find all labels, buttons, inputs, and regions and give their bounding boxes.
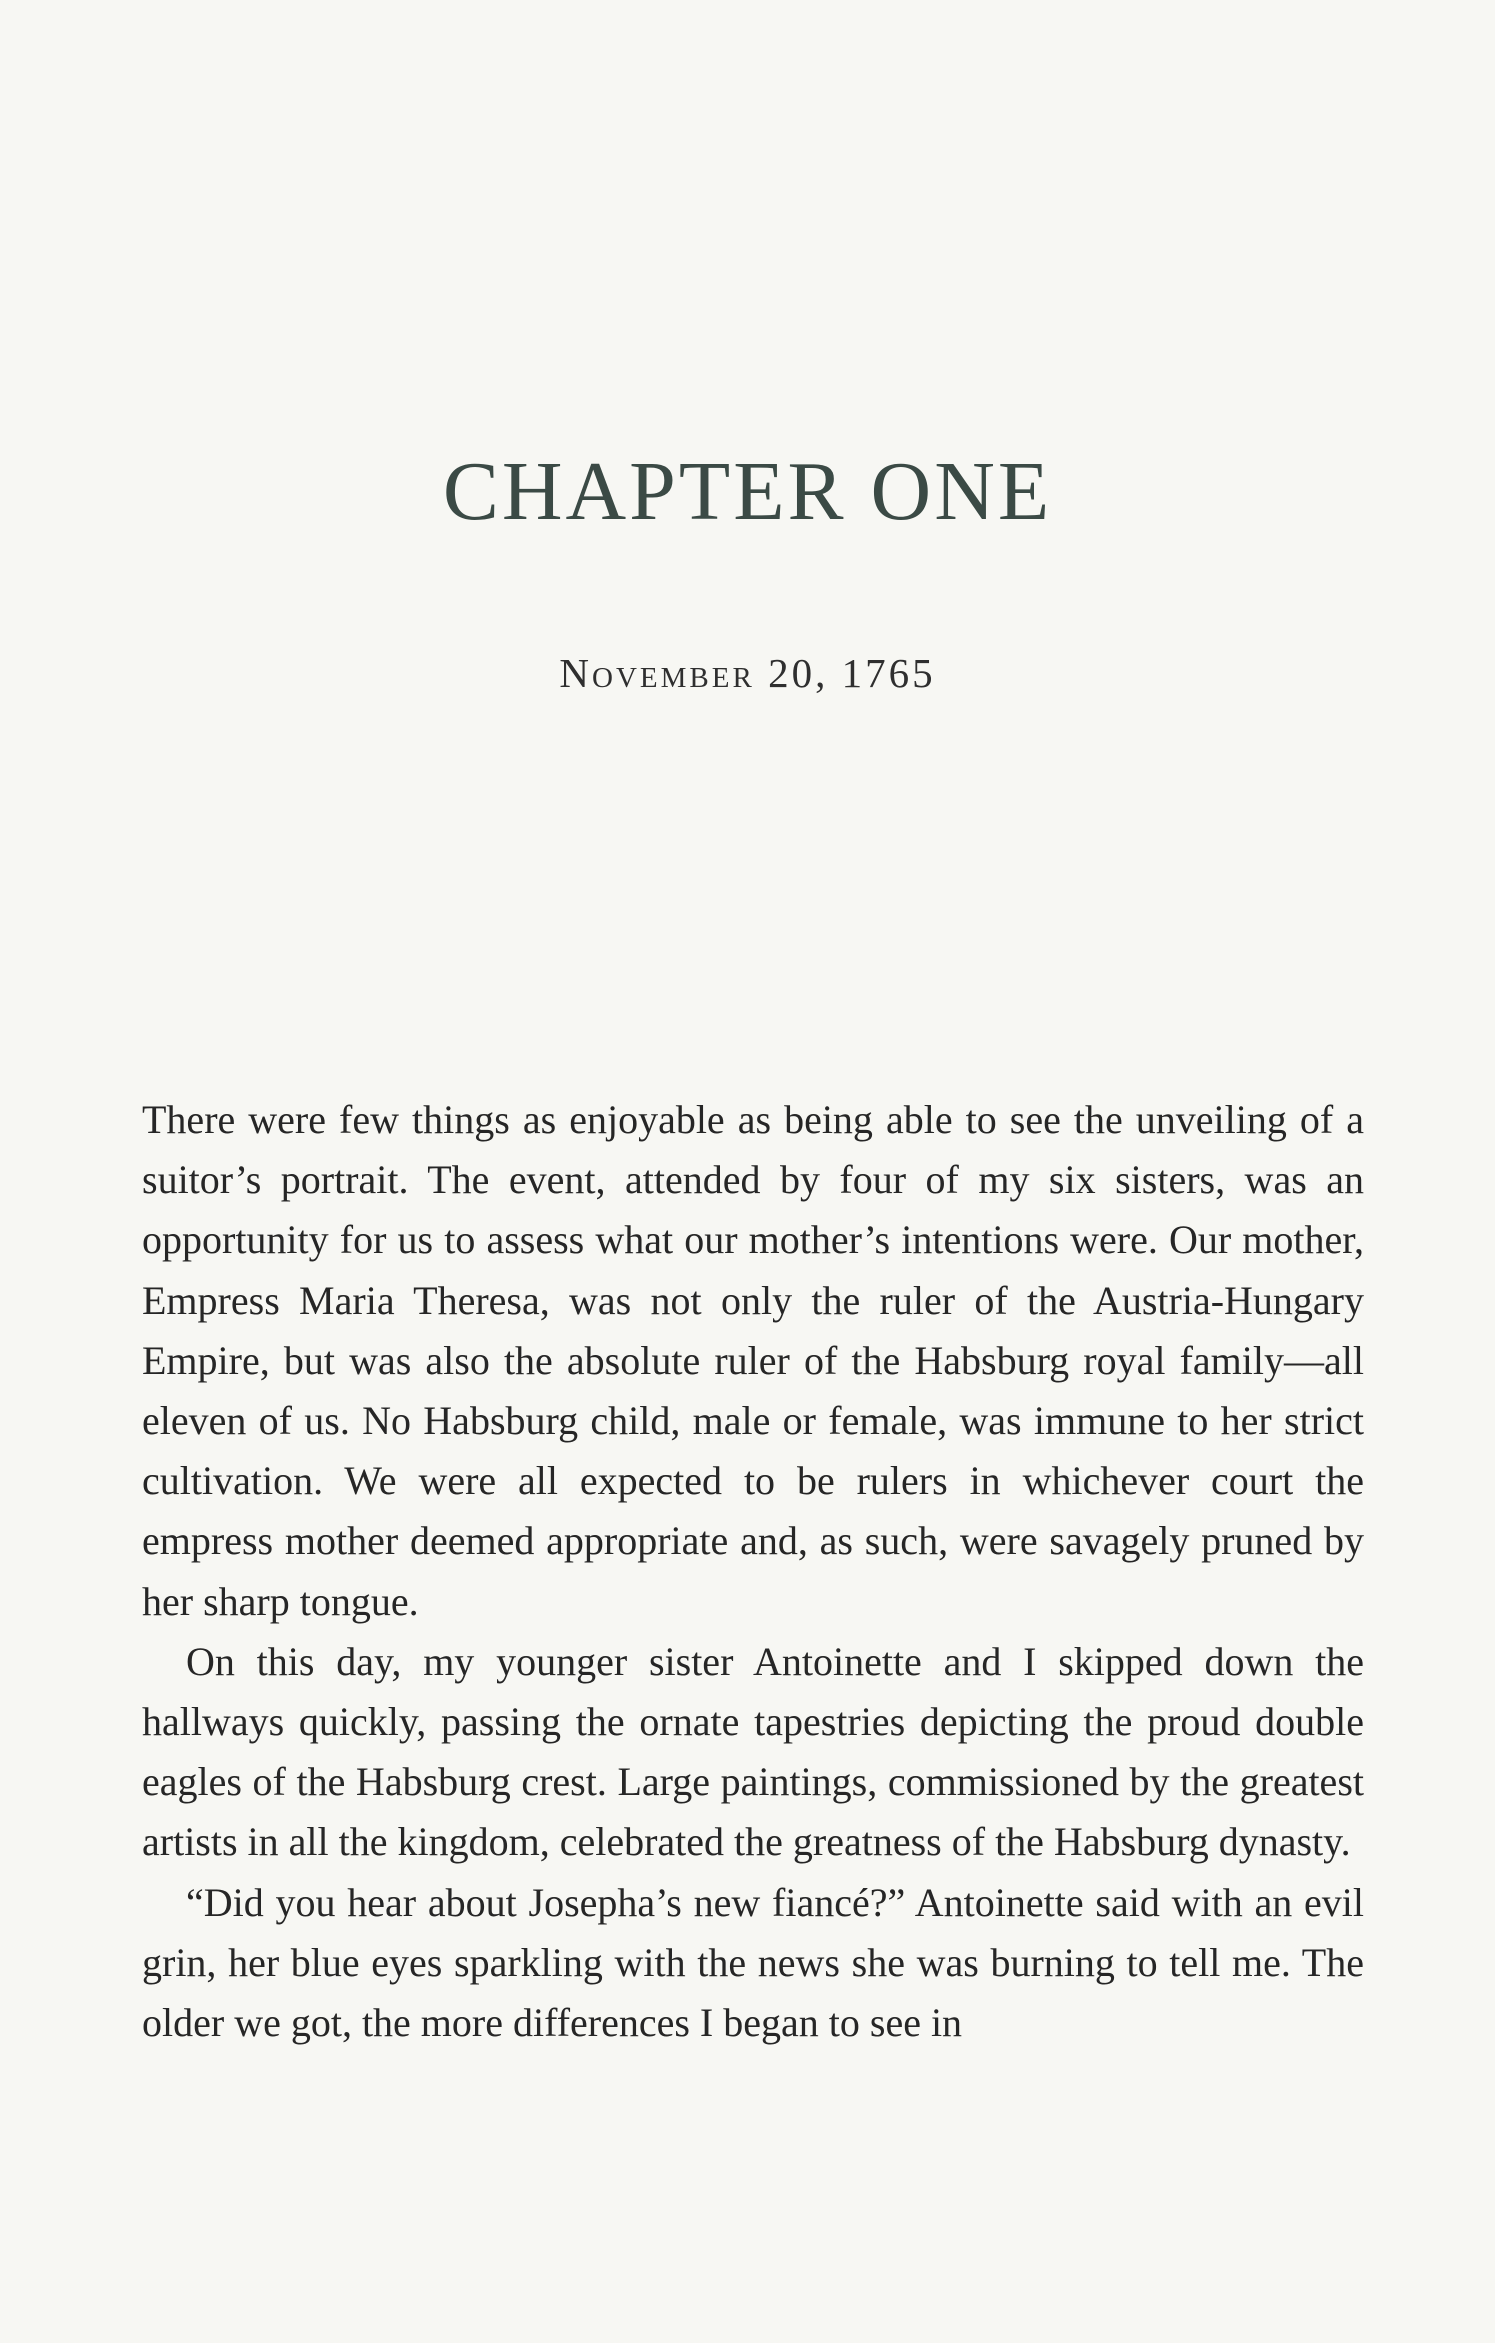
paragraph: “Did you hear about Josepha’s new fiancé?” Antoinette said with an evil grin, her blue eyes sparkling with the news she was burning to tell me. The older we got, the more differences I began to see in <box>142 1879 1364 2046</box>
paragraph: On this day, my younger sister Antoinette and I skipped down the hallways quickly, passing the ornate tapestries depicting the proud double eagles of the Habsburg crest. Large paintings, commissioned by the greatest artists in all the kingdom, celebrated the greatness of the Habsburg dynasty. <box>142 1638 1364 1865</box>
chapter-date: November 20, 1765 <box>559 650 936 696</box>
chapter-title: CHAPTER ONE <box>442 445 1053 538</box>
chapter-body <box>142 1090 1364 2053</box>
paragraph: There were few things as enjoyable as being able to see the unveiling of a suitor’s portrait. The event, attended by four of my six sisters, was an opportunity for us to assess what our mother’s intentions were. Our mother, Empress Maria Theresa, was not only the ruler of the Austria-Hungary Empire, but was also the absolute ruler of the Habsburg royal family—all eleven of us. No Habsburg child, male or female, was immune to her strict cultivation. We were all expected to be rulers in whichever court the empress mother deemed appropriate and, as such, were savagely pruned by her sharp tongue. <box>142 1097 1364 1624</box>
